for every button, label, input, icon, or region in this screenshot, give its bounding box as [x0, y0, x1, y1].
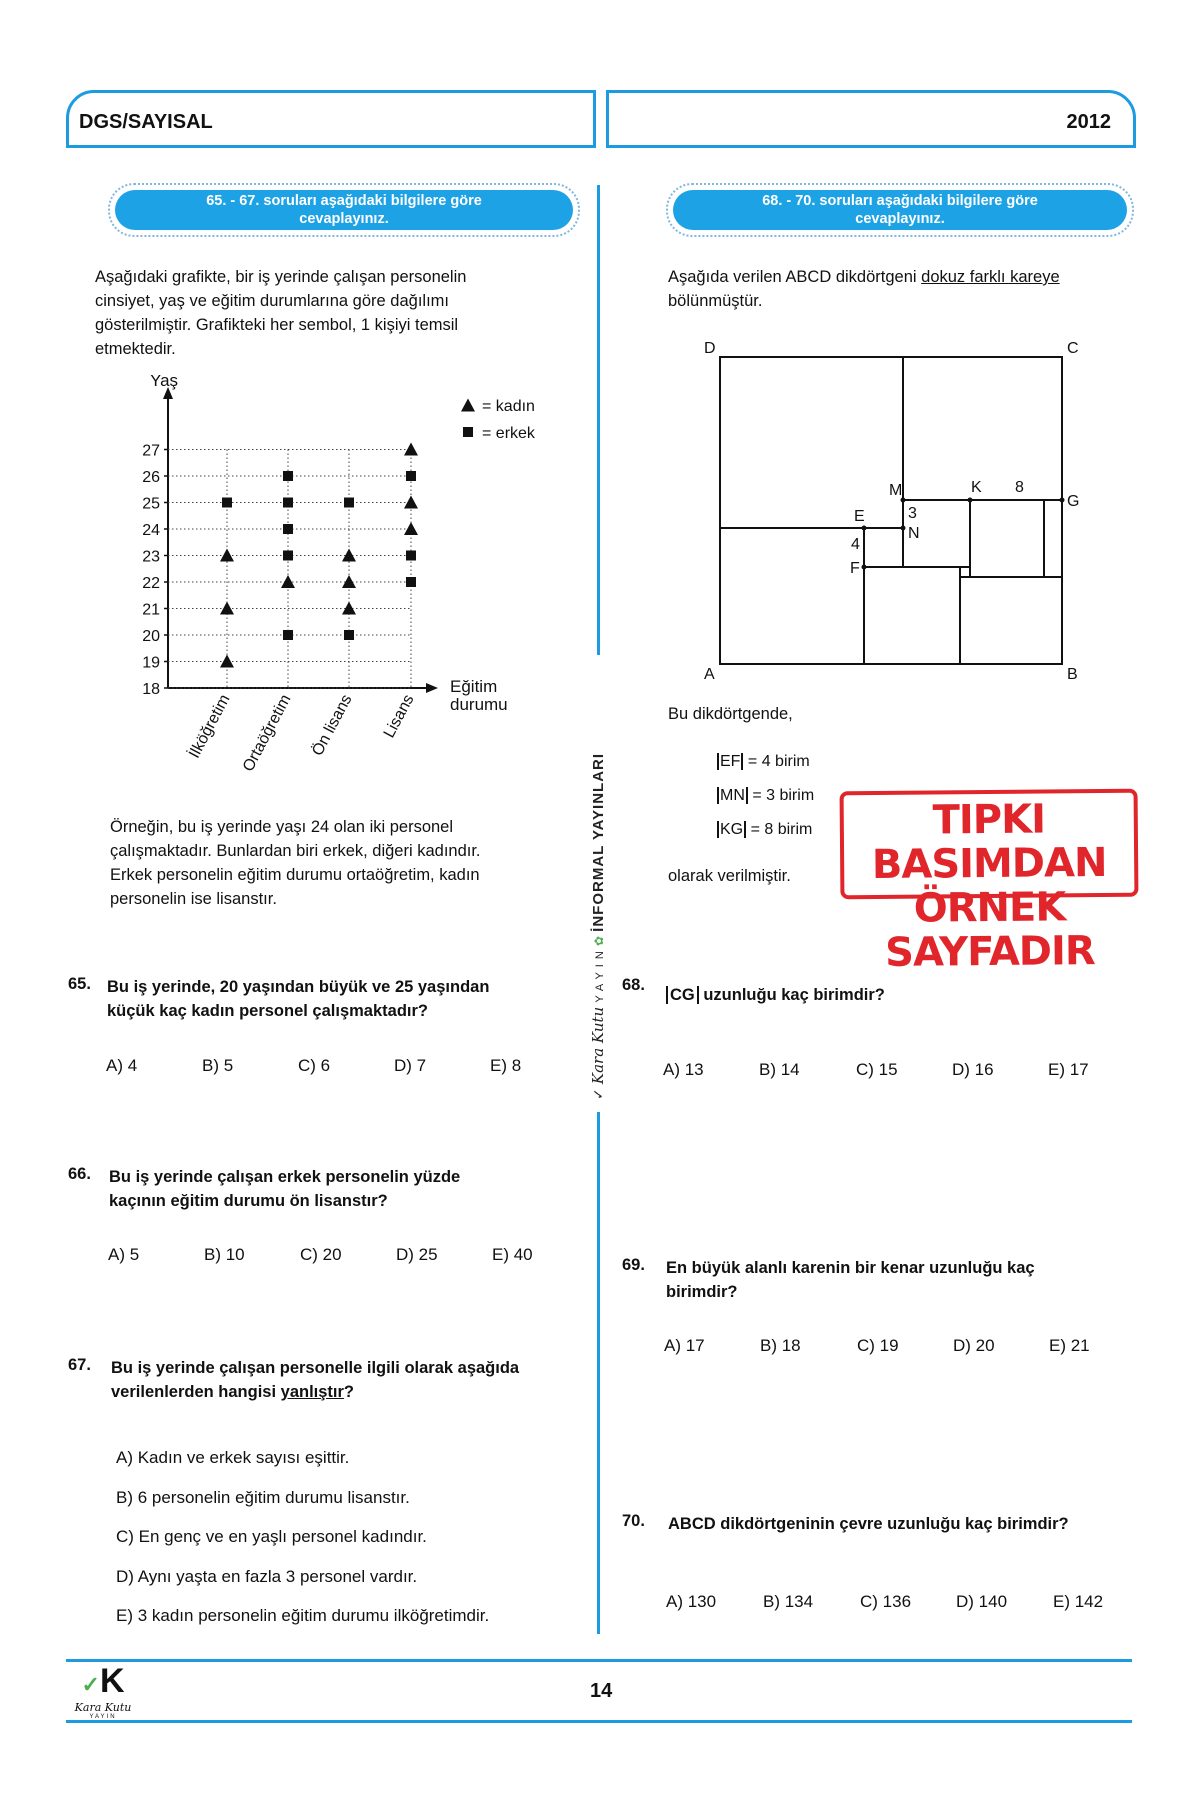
legend-triangle-icon: [461, 399, 475, 412]
erkek-marker: [406, 471, 416, 481]
intro-line: etmektedir.: [95, 340, 176, 358]
q65-option-e[interactable]: E) 8: [490, 1056, 522, 1075]
q69-line: birimdir?: [666, 1283, 738, 1301]
example-line: Erkek personelin eğitim durumu ortaöğretim, kadın: [110, 866, 480, 884]
q65-option-d[interactable]: D) 7: [394, 1056, 427, 1075]
q69-text: [666, 1256, 1035, 1304]
erkek-marker: [406, 551, 416, 561]
category-label: Ön lisans: [309, 691, 356, 759]
legend-square-icon: [463, 427, 473, 437]
header-left-box: [66, 90, 596, 148]
example-line: çalışmaktadır. Bunlardan biri erkek, diğeri kadındır.: [110, 842, 481, 860]
q66-option-d[interactable]: D) 25: [396, 1245, 438, 1264]
q68-option-e[interactable]: E) 17: [1048, 1060, 1089, 1079]
footer-line-bottom: [66, 1720, 1132, 1723]
kadin-marker: [404, 522, 418, 535]
sample-page-stamp: [840, 789, 1139, 976]
q66-line: kaçının eğitim durumu ön lisanstır?: [109, 1192, 388, 1210]
side-logo-mark: ✓: [590, 1088, 606, 1100]
q68-number: 68.: [622, 976, 645, 994]
given-kg: [717, 813, 814, 847]
label-4: 4: [851, 536, 860, 553]
label-k: K: [971, 479, 982, 496]
q65-text: [107, 975, 489, 1023]
right-given-end: olarak verilmiştir.: [668, 867, 791, 885]
y-tick-label: 26: [142, 469, 160, 486]
q67-line: Bu iş yerinde çalışan personelle ilgili olarak aşağıda: [111, 1359, 520, 1377]
x-axis-label: durumu: [450, 695, 508, 714]
q69-line: En büyük alanlı karenin bir kenar uzunluğu kaç: [666, 1259, 1035, 1277]
y-tick-label: 18: [142, 681, 160, 698]
q70-option-e[interactable]: E) 142: [1053, 1592, 1104, 1611]
point-e: [862, 526, 867, 531]
given-mn: [717, 779, 814, 813]
category-label: Ortaöğretim: [239, 691, 295, 775]
side-informal: İNFORMAL YAYINLARI: [590, 752, 607, 932]
y-tick-label: 27: [142, 442, 160, 460]
y-tick-label: 22: [142, 575, 160, 592]
q69-option-d[interactable]: D) 20: [953, 1336, 995, 1355]
right-intro: [668, 265, 1060, 313]
point-g: [1060, 498, 1065, 503]
banner-68-70-line2: cevaplayınız.: [855, 211, 945, 227]
banner-65-67-line1: 65. - 67. soruları aşağıdaki bilgilere göre: [206, 193, 482, 209]
category-label: İlköğretim: [185, 691, 234, 762]
seg-ef: EF: [717, 753, 743, 770]
footer-logo: [68, 1664, 138, 1720]
side-brand-name: Kara Kutu: [589, 1006, 607, 1085]
kadin-marker: [220, 655, 234, 668]
erkek-marker: [283, 498, 293, 508]
y-tick-label: 19: [142, 654, 160, 672]
label-f: F: [850, 560, 860, 577]
q67-line2: verilenlerden hangisi: [111, 1383, 281, 1401]
q67-option-d[interactable]: D) Aynı yaşta en fazla 3 personel vardır.: [116, 1566, 418, 1586]
q67-option-b[interactable]: B) 6 personelin eğitim durumu lisanstır.: [116, 1487, 410, 1507]
right-after: Bu dikdörtgende,: [668, 705, 793, 723]
q66-option-e[interactable]: E) 40: [492, 1245, 533, 1264]
q67-number: 67.: [68, 1356, 91, 1374]
category-label: Lisans: [380, 691, 418, 741]
label-b: B: [1067, 666, 1078, 680]
y-tick-label: 21: [142, 601, 160, 619]
intro-line: gösterilmiştir. Grafikteki her sembol, 1 kişiyi temsil: [95, 316, 459, 334]
q70-text: ABCD dikdörtgeninin çevre uzunluğu kaç birimdir?: [668, 1515, 1069, 1533]
erkek-marker: [344, 630, 354, 640]
q65-option-b[interactable]: B) 5: [202, 1056, 234, 1075]
point-k: [968, 498, 973, 503]
q67-option-c[interactable]: C) En genç ve en yaşlı personel kadındır.: [116, 1527, 427, 1546]
q68-option-c[interactable]: C) 15: [856, 1060, 898, 1079]
label-n: N: [908, 525, 920, 542]
label-3: 3: [908, 505, 917, 522]
column-divider-top: [597, 185, 600, 655]
erkek-marker: [283, 471, 293, 481]
q66-text: [109, 1165, 460, 1213]
banner-68-70-line1: 68. - 70. soruları aşağıdaki bilgilere göre: [762, 193, 1038, 209]
rect-abcd: [720, 357, 1062, 664]
q67-text: [111, 1356, 519, 1404]
legend-label-kadin: = kadın: [482, 398, 535, 415]
q70-option-b[interactable]: B) 134: [763, 1592, 814, 1611]
erkek-marker: [344, 498, 354, 508]
y-tick-label: 25: [142, 495, 160, 513]
q69-option-c[interactable]: C) 19: [857, 1336, 899, 1355]
val-mn: = 3 birim: [752, 787, 815, 804]
kadin-marker: [404, 443, 418, 456]
point-f: [862, 565, 867, 570]
exam-title: DGS/SAYISAL: [79, 111, 213, 133]
given-ef: [717, 745, 814, 779]
q68-option-a[interactable]: A) 13: [663, 1060, 704, 1079]
q70-option-d[interactable]: D) 140: [956, 1592, 1008, 1611]
q68-seg: CG: [666, 986, 699, 1004]
example-line: personelin ise lisanstır.: [110, 890, 277, 908]
q66-option-a[interactable]: A) 5: [108, 1245, 140, 1264]
legend-label-erkek: = erkek: [482, 425, 535, 442]
banner-68-70: [666, 183, 1134, 237]
footer-line-top: [66, 1659, 1132, 1662]
right-intro-line1: Aşağıda verilen ABCD dikdörtgeni: [668, 268, 922, 286]
rectangle-diagram: [690, 335, 1110, 680]
q65-option-c[interactable]: C) 6: [298, 1056, 331, 1075]
label-a: A: [704, 666, 715, 680]
intro-line: Aşağıdaki grafikte, bir iş yerinde çalışan personelin: [95, 268, 467, 286]
erkek-marker: [222, 498, 232, 508]
scatter-chart: [120, 375, 560, 795]
val-ef: = 4 birim: [747, 753, 810, 770]
kadin-marker: [404, 496, 418, 509]
given-values: [717, 745, 814, 847]
x-axis-arrow: [426, 683, 438, 693]
label-g: G: [1067, 493, 1080, 510]
exam-year: 2012: [1066, 111, 1111, 133]
q69-option-a[interactable]: A) 17: [664, 1336, 705, 1355]
q67-options: [116, 1438, 489, 1636]
kadin-marker: [220, 549, 234, 562]
point-n: [901, 526, 906, 531]
header-right-box: [606, 90, 1136, 148]
q68-option-d[interactable]: D) 16: [952, 1060, 994, 1079]
page-number: 14: [590, 1680, 613, 1702]
q66-number: 66.: [68, 1165, 91, 1183]
q70-number: 70.: [622, 1512, 645, 1530]
left-example: [110, 815, 481, 911]
q67-option-e[interactable]: E) 3 kadın personelin eğitim durumu ilköğretimdir.: [116, 1606, 490, 1625]
intro-line: cinsiyet, yaş ve eğitim durumlarına göre dağılımı: [95, 292, 449, 310]
y-tick-label: 23: [142, 548, 160, 566]
q66-line: Bu iş yerinde çalışan erkek personelin yüzde: [109, 1168, 461, 1186]
logo-sub: YAYIN: [89, 1714, 117, 1720]
banner-65-67: [108, 183, 580, 237]
q65-number: 65.: [68, 975, 91, 993]
side-leaf-icon: ✿: [592, 935, 606, 947]
right-intro-underlined: dokuz farklı kareye: [921, 268, 1060, 286]
q65-line: Bu iş yerinde, 20 yaşından büyük ve 25 yaşından: [107, 978, 490, 996]
q69-option-b[interactable]: B) 18: [760, 1336, 801, 1355]
q68-line: uzunluğu kaç birimdir?: [703, 986, 885, 1004]
q69-option-e[interactable]: E) 21: [1049, 1336, 1090, 1355]
left-intro: [95, 265, 466, 361]
y-tick-label: 24: [142, 522, 160, 539]
y-tick-label: 20: [142, 628, 160, 645]
logo-k-icon: ✓K: [81, 1662, 125, 1700]
column-divider-bottom: [597, 1112, 600, 1634]
logo-text: Kara Kutu: [74, 1701, 132, 1714]
q67-underlined: yanlıştır: [280, 1383, 344, 1401]
erkek-marker: [283, 630, 293, 640]
q66-option-b[interactable]: B) 10: [204, 1245, 245, 1264]
seg-mn: MN: [717, 787, 748, 804]
label-d: D: [704, 340, 716, 357]
q70-option-c[interactable]: C) 136: [860, 1592, 912, 1611]
stamp-line2: ÖRNEK SAYFADIR: [884, 884, 1095, 976]
erkek-marker: [283, 551, 293, 561]
q68-text: [666, 983, 885, 1007]
label-e: E: [854, 508, 865, 525]
kadin-marker: [220, 602, 234, 615]
stamp-line1: TIPKI BASIMDAN: [871, 796, 1107, 889]
q65-option-a[interactable]: A) 4: [106, 1056, 138, 1075]
q65-line: küçük kaç kadın personel çalışmaktadır?: [107, 1002, 428, 1020]
q67-qmark: ?: [343, 1383, 355, 1401]
x-axis-label: Eğitim: [450, 677, 498, 696]
label-8: 8: [1015, 479, 1024, 496]
y-axis-label: Yaş: [150, 375, 179, 390]
right-intro-line2: bölünmüştür.: [668, 292, 763, 310]
erkek-marker: [283, 524, 293, 534]
q70-option-a[interactable]: A) 130: [666, 1592, 717, 1611]
label-m: M: [889, 482, 903, 499]
label-c: C: [1067, 340, 1079, 357]
q66-option-c[interactable]: C) 20: [300, 1245, 342, 1264]
side-brand-text: [589, 753, 607, 1100]
banner-65-67-line2: cevaplayınız.: [299, 211, 389, 227]
q68-option-b[interactable]: B) 14: [759, 1060, 800, 1079]
q67-option-a[interactable]: A) Kadın ve erkek sayısı eşittir.: [116, 1448, 350, 1467]
example-line: Örneğin, bu iş yerinde yaşı 24 olan iki personel: [110, 818, 454, 836]
seg-kg: KG: [717, 821, 746, 838]
side-yayin: Y A Y I N: [594, 950, 606, 1003]
val-kg: = 8 birim: [750, 821, 813, 838]
erkek-marker: [406, 577, 416, 587]
q69-number: 69.: [622, 1256, 645, 1274]
